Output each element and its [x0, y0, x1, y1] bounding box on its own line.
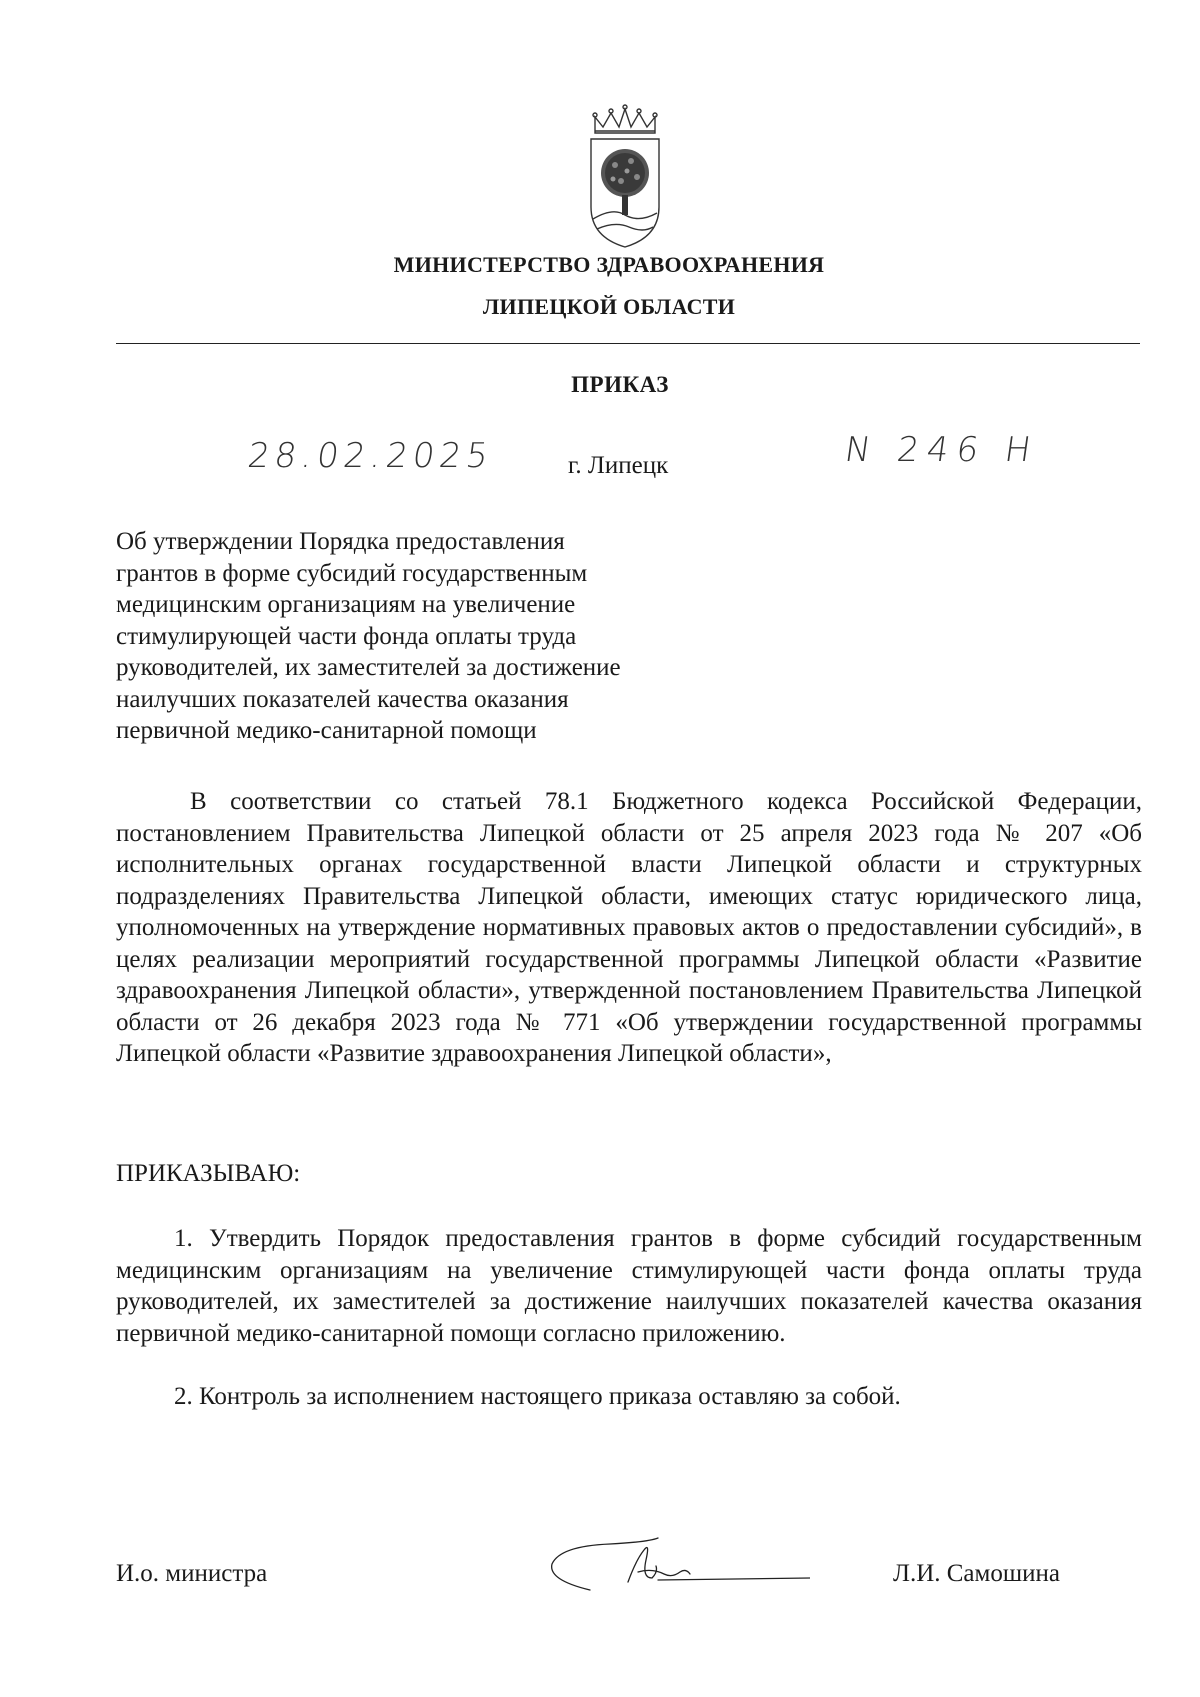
document-number: N 246 Н — [842, 430, 1042, 470]
subject-line: грантов в форме субсидий государственным — [116, 559, 588, 587]
order-word: ПРИКАЗЫВАЮ: — [116, 1160, 301, 1187]
subject-line: первичной медико-санитарной помощи — [116, 717, 537, 744]
document-type: ПРИКАЗ — [571, 372, 669, 397]
order-item-1: 1. Утвердить Порядок предоставления грантов в форме субсидий государственным медицинским организациям на увеличение стимулирующей части фонда оплаты труда руководителей, их заместителей за достижение наилучших показателей качества оказания первичной медико-санитарной помощи согласно приложению. — [116, 1225, 1142, 1347]
organization-name-line1: МИНИСТЕРСТВО ЗДРАВООХРАНЕНИЯ — [393, 252, 825, 277]
subject-line: стимулирующей части фонда оплаты труда — [116, 622, 577, 650]
subject-line: медицинским организациям на увеличение — [116, 591, 576, 618]
order-item-2: 2. Контроль за исполнением настоящего приказа оставляю за собой. — [174, 1383, 901, 1410]
subject-line: Об утверждении Порядка предоставления — [116, 528, 565, 555]
handwritten-signature — [540, 1520, 810, 1610]
subject-line: наилучших показателей качества оказания — [116, 685, 569, 713]
subject-line: руководителей, их заместителей за достижение — [116, 654, 621, 681]
document-subject — [116, 526, 716, 747]
document-city: г. Липецк — [568, 452, 669, 479]
document-date: 28.02.2025 — [245, 436, 496, 476]
organization-name-line2: ЛИПЕЦКОЙ ОБЛАСТИ — [482, 294, 736, 319]
signatory-name: Л.И. Самошина — [893, 1560, 1060, 1587]
signatory-role: И.о. министра — [116, 1560, 268, 1587]
coat-of-arms-icon — [585, 103, 665, 251]
legal-basis-paragraph: В соответствии со статьей 78.1 Бюджетного кодекса Российской Федерации, постановлением Правительства Липецкой области от 25 апреля 2023 года № 207 «Об исполнительных органах государственной власти Липецкой области и структурных подразделениях Правительства Липецкой области, имеющих статус юридического лица, уполномоченных на утверждение нормативных правовых актов о предоставлении субсидий», в целях реализации мероприятий государственной программы Липецкой области «Развитие здравоохранения Липецкой области», утвержденной постановлением Правительства Липецкой области от 26 декабря 2023 года № 771 «Об утверждении государственной программы Липецкой области «Развитие здравоохранения Липецкой области», — [116, 788, 1142, 1067]
header-divider — [116, 343, 1140, 344]
